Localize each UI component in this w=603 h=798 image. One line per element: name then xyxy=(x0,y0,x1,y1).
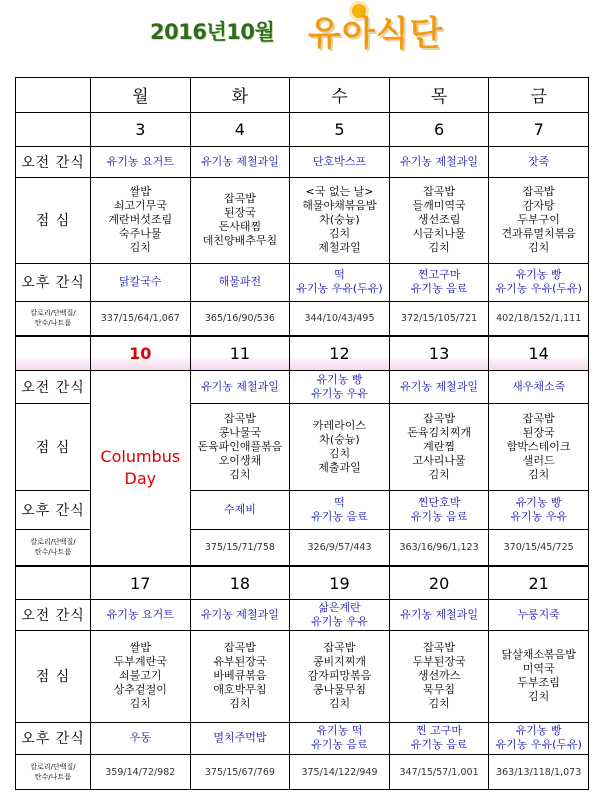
menu-line: 김치 xyxy=(528,690,550,704)
am-snack-cell xyxy=(489,147,589,178)
am-snack-row xyxy=(16,370,589,404)
nutrition-label-line: 칼로리/단백질/ xyxy=(30,538,76,547)
menu-line: 김치 xyxy=(328,227,351,241)
pm-snack-cell xyxy=(91,263,191,302)
menu-line: 잣죽 xyxy=(528,155,550,169)
menu-line: 유기농 음료 xyxy=(311,509,368,523)
menu-line: 유기농 빵 xyxy=(316,373,363,387)
menu-line: 유기농 제철과일 xyxy=(200,380,279,394)
menu-line: 두부조림 xyxy=(517,676,560,690)
pm-snack-cell xyxy=(489,263,589,302)
menu-line: 감자피망볶음 xyxy=(307,669,372,683)
menu-line: 상추겉절이 xyxy=(113,683,167,697)
date-row xyxy=(16,336,589,371)
menu-line: 잡곡밥 xyxy=(223,192,256,206)
lunch-cell xyxy=(489,630,589,722)
pm-snack-cell xyxy=(290,722,390,755)
am-snack-cell xyxy=(489,370,589,404)
am-snack-cell xyxy=(91,600,191,631)
lunch-label-text: 점 심 xyxy=(35,669,71,686)
menu-line: 해물야채볶음밥 xyxy=(302,199,377,213)
menu-line: 유기농 음료 xyxy=(410,282,468,296)
date-number: 14 xyxy=(489,336,589,371)
lunch-label xyxy=(16,630,91,722)
date-number: 12 xyxy=(290,336,390,371)
menu-line: 제출과일 xyxy=(318,461,361,475)
am-snack-label-text: 오전 간식 xyxy=(21,155,85,172)
menu-line: 쌀밥 xyxy=(129,185,151,199)
menu-line: 돈사태찜 xyxy=(218,220,262,234)
menu-line: 김치 xyxy=(229,697,251,711)
menu-line: 유기농 우유(두유) xyxy=(495,282,582,296)
menu-line: 유기농 제철과일 xyxy=(200,155,279,169)
lunch-cell xyxy=(91,630,191,722)
pm-snack-label xyxy=(16,722,91,755)
menu-line: 유기농 우유(두유) xyxy=(495,738,582,752)
pm-snack-cell xyxy=(190,263,290,302)
menu-line: 함박스테이크 xyxy=(506,440,571,454)
holiday-name: Columbus Day xyxy=(100,446,181,488)
menu-line: 쌀밥 xyxy=(129,641,151,655)
lunch-label xyxy=(16,177,91,263)
menu-line: 유기농 우유 xyxy=(311,387,368,401)
menu-line: 미역국 xyxy=(522,662,555,676)
am-snack-label-text: 오전 간식 xyxy=(21,607,85,624)
nutrition-row xyxy=(16,755,589,790)
menu-line: 닭살채소볶음밥 xyxy=(501,648,576,662)
menu-line: 숙주나물 xyxy=(119,227,162,241)
menu-line: 김치 xyxy=(428,697,450,711)
lunch-cell xyxy=(489,177,589,263)
menu-line: 돈육김치찌개 xyxy=(407,426,471,440)
date-number: 20 xyxy=(389,566,489,600)
corner-cell xyxy=(16,78,91,113)
menu-line: 김치 xyxy=(428,468,450,482)
am-snack-label-text: 오전 간식 xyxy=(21,380,85,397)
menu-line: 유기농 음료 xyxy=(410,738,468,752)
am-snack-cell xyxy=(190,370,290,404)
menu-line: 고사리나물 xyxy=(412,454,466,468)
lunch-cell xyxy=(290,630,390,722)
menu-line: 바베큐볶음 xyxy=(213,669,267,683)
menu-line: 두부된장국 xyxy=(412,655,466,669)
day-name: 수 xyxy=(290,78,390,113)
nutrition-cell: 372/15/105/721 xyxy=(389,302,489,336)
am-snack-cell xyxy=(290,370,390,404)
nutrition-label xyxy=(16,302,91,336)
menu-line: 찐 고구마 xyxy=(416,724,463,738)
menu-line: 생선까스 xyxy=(417,669,461,683)
date-number: 11 xyxy=(190,336,290,371)
menu-line: 유부된장국 xyxy=(213,655,267,669)
menu-line: <국 없는 날> xyxy=(305,185,374,199)
page-header xyxy=(0,0,603,75)
nutrition-cell: 402/18/152/1,111 xyxy=(489,302,589,336)
am-snack-row xyxy=(16,600,589,631)
nutrition-cell: 347/15/57/1,001 xyxy=(389,755,489,790)
nutrition-label xyxy=(16,529,91,566)
date-number: 5 xyxy=(290,112,390,147)
menu-line: 유기농 제철과일 xyxy=(400,155,479,169)
menu-line: 유기농 빵 xyxy=(515,724,562,738)
pm-snack-cell xyxy=(389,491,489,530)
date-row xyxy=(16,566,589,600)
pm-snack-cell xyxy=(389,722,489,755)
date-number: 6 xyxy=(389,112,489,147)
nutrition-cell: 337/15/64/1,067 xyxy=(91,302,191,336)
am-snack-label xyxy=(16,370,91,404)
nutrition-cell: 326/9/57/443 xyxy=(290,529,390,566)
lunch-cell xyxy=(290,177,390,263)
menu-line: 유기농 제철과일 xyxy=(400,380,479,394)
menu-line: 잡곡밥 xyxy=(423,412,456,426)
nutrition-cell: 344/10/43/495 xyxy=(290,302,390,336)
nutrition-row xyxy=(16,302,589,336)
date-number: 3 xyxy=(91,112,191,147)
menu-line: 찐고구마 xyxy=(417,268,461,282)
am-snack-cell xyxy=(489,600,589,631)
menu-line: 카레라이스 xyxy=(312,419,367,433)
menu-line: 유기농 우유 xyxy=(311,614,368,628)
menu-line: 누룽지죽 xyxy=(517,607,560,621)
menu-line: 김치 xyxy=(528,241,550,255)
nutrition-cell: 363/16/96/1,123 xyxy=(389,529,489,566)
menu-line: 김치 xyxy=(229,468,251,482)
menu-line: 유기농 우유 xyxy=(510,509,567,523)
menu-line: 김치 xyxy=(129,697,151,711)
menu-line: 잡곡밥 xyxy=(423,641,456,655)
menu-line: 계란찜 xyxy=(423,440,456,454)
nutrition-cell: 359/14/72/982 xyxy=(91,755,191,790)
date-row xyxy=(16,112,589,147)
menu-line: 감자탕 xyxy=(522,199,555,213)
menu-line: 콩나물국 xyxy=(218,426,262,440)
menu-line: 계란버섯조림 xyxy=(108,213,173,227)
lunch-cell xyxy=(190,404,290,491)
pm-snack-label-text: 오후 간식 xyxy=(21,275,85,292)
am-snack-cell xyxy=(389,600,489,631)
nutrition-label-line: 탄수/나트륨 xyxy=(34,319,72,328)
lunch-cell xyxy=(389,630,489,722)
pm-snack-cell xyxy=(489,491,589,530)
holiday-cell xyxy=(91,370,191,566)
lunch-label-text: 점 심 xyxy=(35,440,71,457)
nutrition-label-line: 탄수/나트륨 xyxy=(34,773,72,782)
nutrition-label xyxy=(16,755,91,790)
menu-line: 콩비지찌개 xyxy=(312,655,367,669)
menu-line: 새우채소죽 xyxy=(512,380,566,394)
nutrition-cell: 370/15/45/725 xyxy=(489,529,589,566)
menu-line: 쇠불고기 xyxy=(119,669,162,683)
am-snack-row xyxy=(16,147,589,178)
date-number: 21 xyxy=(489,566,589,600)
menu-line: 오이생채 xyxy=(218,454,262,468)
am-snack-cell xyxy=(190,147,290,178)
nutrition-cell: 365/16/90/536 xyxy=(190,302,290,336)
am-snack-cell xyxy=(91,147,191,178)
pm-snack-cell xyxy=(91,722,191,755)
lunch-cell xyxy=(389,404,489,491)
menu-line: 유기농 제철과일 xyxy=(200,607,279,621)
menu-line: 유기농 음료 xyxy=(311,738,368,752)
menu-line: 닭칼국수 xyxy=(119,275,162,289)
menu-line: 김치 xyxy=(328,447,351,461)
date-number: 10 xyxy=(91,336,191,371)
menu-line: 김치 xyxy=(528,468,550,482)
menu-line: 유기농 제철과일 xyxy=(400,607,479,621)
menu-line: 유기농 요거트 xyxy=(106,607,174,621)
lunch-label xyxy=(16,404,91,491)
am-snack-label xyxy=(16,600,91,631)
day-name: 목 xyxy=(389,78,489,113)
lunch-cell xyxy=(389,177,489,263)
menu-line: 애호박무침 xyxy=(213,683,267,697)
pm-snack-label-text: 오후 간식 xyxy=(21,502,85,519)
lunch-cell xyxy=(190,630,290,722)
pm-snack-cell xyxy=(190,722,290,755)
lunch-row xyxy=(16,630,589,722)
menu-line: 샐러드 xyxy=(522,454,555,468)
menu-line: 된장국 xyxy=(522,426,555,440)
menu-line: 들깨미역국 xyxy=(412,199,466,213)
date-number: 17 xyxy=(91,566,191,600)
nutrition-cell: 375/14/122/949 xyxy=(290,755,390,790)
blank-cell xyxy=(16,566,91,600)
menu-line: 제철과일 xyxy=(318,241,361,255)
date-number: 7 xyxy=(489,112,589,147)
am-snack-cell xyxy=(389,147,489,178)
menu-line: 우동 xyxy=(129,731,151,745)
menu-line: 잡곡밥 xyxy=(423,185,456,199)
menu-line: 유기농 음료 xyxy=(410,509,468,523)
nutrition-label-line: 탄수/나트륨 xyxy=(34,548,72,557)
menu-line: 찐단호박 xyxy=(417,495,461,509)
menu-line: 유기농 빵 xyxy=(515,268,562,282)
menu-line: 단호박스프 xyxy=(312,155,367,169)
pm-snack-cell xyxy=(290,263,390,302)
nutrition-cell: 363/13/118/1,073 xyxy=(489,755,589,790)
menu-title: 유아식단 xyxy=(308,14,444,54)
menu-line: 수제비 xyxy=(223,502,256,516)
day-name-row xyxy=(16,78,589,113)
menu-line: 잡곡밥 xyxy=(223,412,256,426)
menu-line: 유기농 우유(두유) xyxy=(296,282,383,296)
date-number: 18 xyxy=(190,566,290,600)
lunch-cell xyxy=(91,177,191,263)
menu-line: 차(숭늉) xyxy=(319,433,360,447)
menu-line: 잡곡밥 xyxy=(323,641,356,655)
menu-line: 삶은계란 xyxy=(318,600,361,614)
pm-snack-row xyxy=(16,263,589,302)
menu-line: 잡곡밥 xyxy=(522,412,555,426)
day-name: 화 xyxy=(190,78,290,113)
am-snack-cell xyxy=(290,600,390,631)
menu-line: 데친양배추무침 xyxy=(202,234,278,248)
am-snack-label xyxy=(16,147,91,178)
menu-line: 떡 xyxy=(334,268,345,282)
menu-line: 김치 xyxy=(428,241,450,255)
nutrition-cell: 375/15/71/758 xyxy=(190,529,290,566)
pm-snack-cell xyxy=(489,722,589,755)
menu-line: 잡곡밥 xyxy=(522,185,555,199)
am-snack-cell xyxy=(290,147,390,178)
menu-line: 돈육파인애플볶음 xyxy=(197,440,283,454)
pm-snack-row xyxy=(16,722,589,755)
nutrition-cell: 375/15/67/769 xyxy=(190,755,290,790)
menu-line: 유기농 요거트 xyxy=(106,155,174,169)
menu-line: 묵무침 xyxy=(423,683,456,697)
pm-snack-cell xyxy=(190,491,290,530)
menu-line: 유기농 빵 xyxy=(515,495,562,509)
menu-line: 생선조림 xyxy=(417,213,461,227)
lunch-cell xyxy=(290,404,390,491)
menu-line: 유기농 떡 xyxy=(316,724,363,738)
menu-line: 시금치나물 xyxy=(412,227,466,241)
am-snack-cell xyxy=(190,600,290,631)
am-snack-cell xyxy=(389,370,489,404)
lunch-label-text: 점 심 xyxy=(35,213,71,230)
menu-line: 쇠고기무국 xyxy=(113,199,167,213)
menu-line: 김치 xyxy=(129,241,151,255)
day-name: 금 xyxy=(489,78,589,113)
lunch-cell xyxy=(489,404,589,491)
menu-line: 두부계란국 xyxy=(113,655,167,669)
menu-line: 견과류멸치볶음 xyxy=(501,227,576,241)
menu-line: 콩나물무침 xyxy=(312,683,367,697)
pm-snack-label xyxy=(16,263,91,302)
pm-snack-cell xyxy=(290,491,390,530)
blank-cell xyxy=(16,112,91,147)
blank-cell xyxy=(16,336,91,371)
pm-snack-label xyxy=(16,491,91,530)
nutrition-label-line: 칼로리/단백질/ xyxy=(30,309,76,318)
lunch-row xyxy=(16,177,589,263)
date-number: 4 xyxy=(190,112,290,147)
day-name: 월 xyxy=(91,78,191,113)
date-number: 19 xyxy=(290,566,390,600)
nutrition-label-line: 칼로리/단백질/ xyxy=(30,763,76,772)
menu-line: 해물파전 xyxy=(218,275,262,289)
pm-snack-label-text: 오후 간식 xyxy=(21,731,85,748)
lunch-cell xyxy=(190,177,290,263)
pm-snack-cell xyxy=(389,263,489,302)
menu-line: 멸치주먹밥 xyxy=(213,731,267,745)
menu-line: 잡곡밥 xyxy=(223,641,256,655)
menu-line: 두부구이 xyxy=(517,213,560,227)
meal-table xyxy=(15,77,589,790)
menu-line: 차(숭늉) xyxy=(319,213,360,227)
menu-line: 떡 xyxy=(334,495,345,509)
date-number: 13 xyxy=(389,336,489,371)
menu-line: 된장국 xyxy=(223,206,256,220)
menu-line: 김치 xyxy=(328,697,351,711)
year-month-title: 2016년10월 xyxy=(150,20,275,44)
